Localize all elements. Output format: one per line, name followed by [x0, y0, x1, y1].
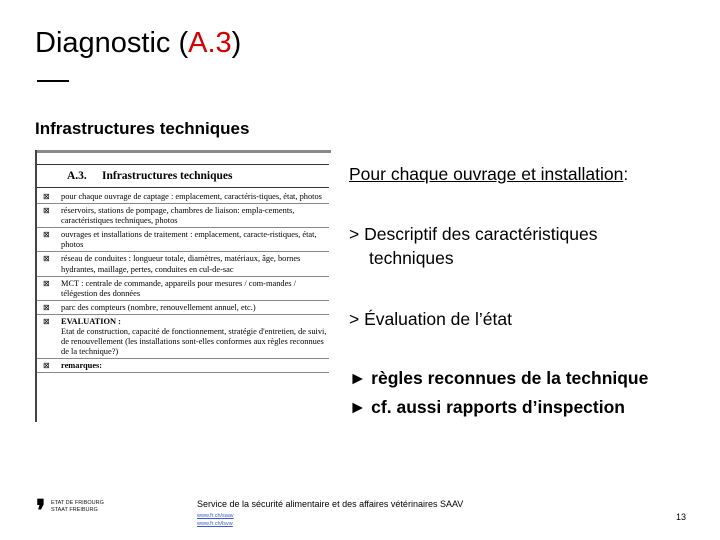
document-excerpt: [35, 150, 331, 422]
document-item-text: MCT : centrale de commande, appareils pour mesures / com-mandes / télégestion des données: [61, 278, 296, 298]
checkbox-icon: ⊠: [43, 302, 50, 312]
title-suffix: ): [231, 27, 242, 59]
document-header: [37, 164, 329, 188]
remarks-label: remarques:: [61, 361, 103, 371]
document-item-text: ouvrages et installations de traitement : emplacement, caracte-ristiques, état, photos: [61, 230, 317, 250]
checkbox-icon: ⊠: [43, 192, 50, 201]
canton-logo-icon: ❜: [36, 495, 46, 528]
title-underline-dash: [37, 80, 69, 82]
arrow-inspection-reports: ► cf. aussi rapports d’inspection: [349, 397, 625, 417]
bullet-characteristics: > Descriptif des caractéristiques: [349, 224, 598, 244]
footer-service: Service de la sécurité alimentaire et des affaires vétérinaires SAAV: [197, 499, 464, 509]
checkbox-icon: ⊠: [43, 254, 50, 264]
checkbox-icon: ⊠: [43, 278, 50, 288]
checkbox-icon: ⊠: [43, 361, 50, 371]
bullet-state-evaluation: > Évaluation de l’état: [349, 309, 512, 329]
bullet-characteristics-continued: techniques: [369, 248, 454, 268]
document-item: [37, 279, 329, 301]
slide-subtitle: Infrastructures techniques: [35, 119, 250, 138]
document-evaluation: [37, 317, 329, 359]
document-item-text: réseau de conduites : longueur totale, diamètres, matériaux, âge, bornes hydrantes, maillage, pertes, conduites en cul-de-sac: [61, 254, 301, 274]
document-code: A.3.: [67, 170, 87, 182]
title-prefix: Diagnostic (: [35, 27, 189, 59]
evaluation-label: EVALUATION :: [61, 316, 121, 326]
document-item-text: pour chaque ouvrage de captage : emplacement, caractéris-tiques, état, photos: [61, 192, 322, 201]
document-heading: Infrastructures techniques: [102, 170, 233, 182]
checkbox-icon: ⊠: [43, 316, 50, 326]
title-accent: A.3: [188, 27, 232, 59]
checkbox-icon: ⊠: [43, 230, 50, 240]
document-remarks: [37, 361, 329, 373]
document-item: [37, 192, 329, 204]
document-item: [37, 303, 329, 315]
checkbox-icon: ⊠: [43, 206, 50, 216]
intro-colon: :: [623, 164, 629, 184]
evaluation-text: Etat de construction, capacité de fonctionnement, stratégie d'entretien, de suivi, de renouvellement (les installations sont-elles conformes aux règles reconnues de la technique?): [61, 327, 327, 357]
document-item-text: parc des compteurs (nombre, renouvellement annuel, etc.): [61, 302, 256, 312]
footer-link-saav[interactable]: www.fr.ch/saav: [197, 513, 234, 519]
page-number: 13: [676, 512, 687, 522]
intro-line: [349, 162, 628, 186]
document-item: [37, 254, 329, 276]
logo-text: [51, 500, 104, 514]
document-item-text: réservoirs, stations de pompage, chambres de liaison: empla-cements, caractéristiques techniques, photos: [61, 206, 295, 226]
logo-line-1: ETAT DE FRIBOURG: [51, 500, 104, 506]
logo-line-2: STAAT FREIBURG: [51, 507, 98, 513]
slide-title: [35, 26, 241, 60]
document-body: [37, 192, 329, 375]
arrow-recognized-rules: ► règles reconnues de la technique: [349, 368, 649, 388]
document-item: [37, 206, 329, 228]
footer-link-lsvw[interactable]: www.fr.ch/lsvw: [197, 521, 233, 527]
document-top-rule: [37, 150, 331, 153]
intro-text: Pour chaque ouvrage et installation: [349, 164, 624, 184]
document-item: [37, 230, 329, 252]
